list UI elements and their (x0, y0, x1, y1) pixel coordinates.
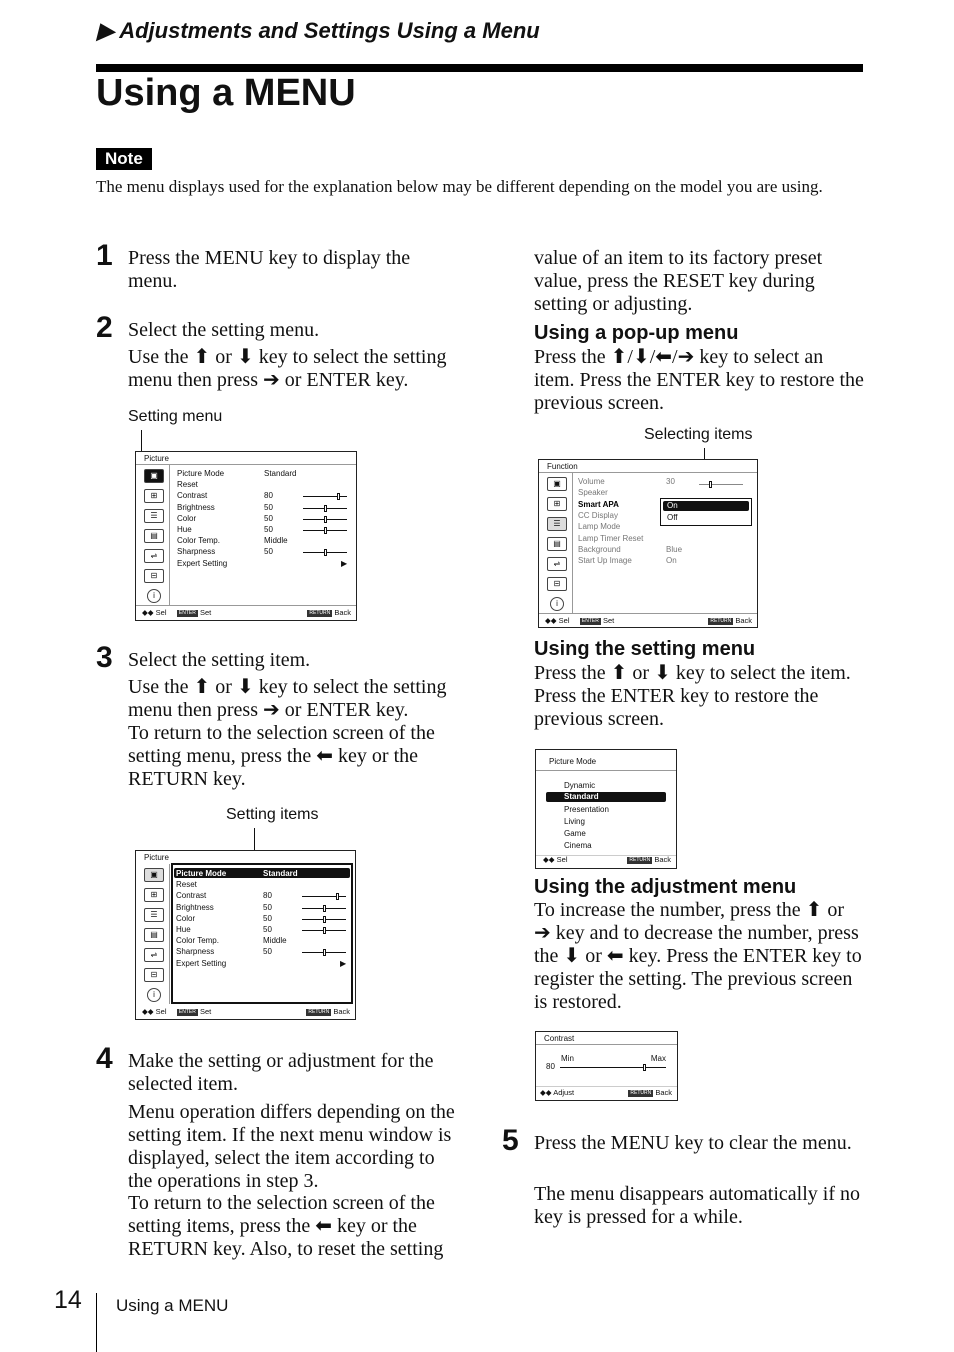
footer-back: Back (333, 1007, 350, 1016)
value-slider[interactable] (303, 552, 347, 553)
menu-item-value: Middle (263, 936, 287, 946)
enter-key-icon: ENTER (178, 609, 196, 616)
menu-icon-column (541, 473, 573, 613)
menu-item-label[interactable]: Smart APA (578, 499, 619, 509)
value-slider[interactable] (302, 919, 346, 920)
menu-item-label[interactable]: Lamp Mode (578, 522, 621, 532)
menu-item-label[interactable]: Color (176, 913, 196, 923)
slider-knob[interactable] (324, 527, 327, 534)
submenu-arrow-icon: ▶ (340, 958, 347, 968)
slider-knob[interactable] (324, 516, 327, 523)
menu-item-label[interactable]: Volume (578, 477, 605, 486)
menu-item-label[interactable]: Reset (177, 480, 198, 490)
popup-option[interactable]: Off (667, 513, 678, 522)
return-key-icon: RETURN (710, 617, 732, 624)
slider-knob[interactable] (323, 927, 326, 934)
menu-item-label[interactable]: Hue (176, 925, 191, 934)
enter-key-icon: ENTER (581, 617, 599, 624)
slider-knob[interactable] (324, 549, 327, 556)
menu-item-value: 50 (263, 947, 272, 957)
picture-menu-icon[interactable]: ▣ (144, 868, 164, 882)
menu-item-value: On (666, 556, 677, 566)
section-title: ▶ Adjustments and Settings Using a Menu (97, 18, 540, 43)
divider (536, 770, 676, 771)
screen-title: Picture (144, 454, 169, 463)
setting-menu-heading: Using the setting menu (534, 638, 756, 660)
return-key-icon: RETURN (309, 609, 331, 616)
divider (536, 1044, 677, 1045)
step-body: The menu disappears automatically if no key is pressed for a while. (534, 1183, 861, 1228)
info-menu-icon[interactable]: i (147, 589, 161, 603)
note-badge: Note (96, 148, 152, 170)
screen-menu-icon[interactable]: ⊞ (547, 497, 567, 511)
menu-icon-column (138, 465, 170, 605)
menu-item-value: 50 (263, 925, 272, 934)
footer-back: Back (655, 1088, 672, 1097)
footer-set: Set (602, 616, 615, 625)
menu-item-label[interactable]: Color Temp. (176, 936, 219, 946)
adjust-text: To increase the number, press the ⬆ or ➔ key and to decrease the number, press the ⬇ or ⬅ key. Press the ENTER key to register the setting. The previous screen is restored. (534, 899, 862, 1013)
menu-item-value: Middle (264, 536, 288, 546)
value-slider[interactable] (303, 530, 347, 531)
menu-icon-column (138, 864, 170, 1004)
step-body: To return to the selection screen of the setting items, press the ⬅ key or the RETURN key. Also, to reset the setting (128, 1192, 444, 1260)
menu-item-label[interactable]: Background (578, 544, 621, 554)
connection-menu-icon[interactable]: ⊟ (547, 577, 567, 591)
info-menu-icon[interactable]: i (550, 597, 564, 611)
installation-menu-icon[interactable]: ⇌ (144, 948, 164, 962)
step-number: 5 (502, 1124, 519, 1157)
installation-menu-icon[interactable]: ⇌ (547, 557, 567, 571)
screen-footer (142, 608, 211, 617)
screen-title: Function (547, 462, 578, 471)
picture-items-screen (135, 850, 356, 1020)
divider (536, 1086, 677, 1087)
value-slider[interactable] (303, 519, 347, 520)
menu-item-label[interactable]: CC Display (578, 510, 619, 520)
mode-option[interactable]: Standard (546, 792, 666, 802)
callout-selecting-items: Selecting items (644, 426, 753, 443)
footer-sel: Sel (155, 1007, 167, 1016)
contrast-slider[interactable] (560, 1067, 666, 1068)
slider-knob[interactable] (323, 916, 326, 923)
picture-menu-icon[interactable]: ▣ (547, 477, 567, 491)
picture-menu-screen (135, 451, 357, 621)
footer-adjust: Adjust (553, 1088, 575, 1097)
step-number: 4 (96, 1042, 113, 1075)
menu-item-label[interactable]: Speaker (578, 488, 608, 498)
continuation-text: value of an item to its factory preset value, press the RESET key during setting or adjusting. (534, 247, 823, 315)
adjust-heading: Using the adjustment menu (534, 876, 797, 898)
divider (539, 613, 757, 614)
step-number: 2 (96, 311, 113, 344)
menu-item-value: 50 (264, 547, 273, 557)
connection-menu-icon[interactable]: ⊟ (144, 968, 164, 982)
screen-title: Picture (144, 853, 169, 862)
menu-item-value: 50 (263, 902, 272, 912)
popup-text: Press the ⬆/⬇/⬅/➔ key to select an item. Press the ENTER key to restore the previous screen. (534, 346, 864, 414)
footer-set: Set (199, 608, 212, 617)
page-number: 14 (54, 1286, 82, 1314)
mode-option[interactable]: Dynamic (564, 781, 596, 790)
popup-option[interactable]: On (663, 501, 749, 511)
divider (136, 605, 356, 606)
menu-item-value: 80 (263, 891, 272, 901)
menu-item-label[interactable]: Contrast (177, 491, 208, 501)
popup-heading: Using a pop-up menu (534, 322, 739, 344)
menu-item-value: Standard (264, 469, 297, 478)
return-key-icon: RETURN (308, 1008, 330, 1015)
slider-knob[interactable] (336, 893, 339, 900)
menu-item-label[interactable]: Color Temp. (177, 536, 220, 546)
menu-item-label[interactable]: Sharpness (177, 547, 216, 557)
step-title: Make the setting or adjustment for the selected item. (128, 1050, 434, 1095)
step-number: 3 (96, 641, 113, 674)
footer-back: Back (654, 855, 671, 864)
return-key-icon: RETURN (630, 1089, 652, 1096)
step-title: Press the MENU key to clear the menu. (534, 1132, 852, 1154)
screen-footer (543, 855, 567, 864)
up-down-icon: ◆◆ (543, 855, 555, 864)
step-body: Use the ⬆ or ⬇ key to select the setting menu then press ➔ or ENTER key. (128, 676, 447, 721)
setup-menu-icon[interactable]: ☰ (547, 517, 567, 531)
up-down-icon: ◆◆ (545, 616, 557, 625)
setting-menu-text: Press the ⬆ or ⬇ key to select the item. Press the ENTER key to restore the previous screen. (534, 662, 851, 730)
callout-setting-menu: Setting menu (128, 408, 223, 425)
footer-set: Set (199, 1007, 212, 1016)
screen-title: Contrast (544, 1034, 575, 1043)
picture-mode-screen (535, 749, 677, 869)
screen-footer-right (708, 616, 752, 625)
max-label: Max (650, 1054, 666, 1063)
installation-menu-icon[interactable]: ⇌ (144, 549, 164, 563)
return-key-icon: RETURN (629, 856, 651, 863)
title-rule (96, 64, 863, 72)
screen-footer (540, 1088, 574, 1097)
mode-option[interactable]: Cinema (564, 841, 592, 850)
up-down-icon: ◆◆ (142, 1007, 154, 1016)
setup-menu-icon[interactable]: ☰ (144, 908, 164, 922)
screen-footer-right (307, 608, 351, 617)
menu-item-value: 50 (264, 513, 273, 523)
screen-footer (142, 1007, 211, 1016)
step-title: Press the MENU key to display the menu. (128, 247, 411, 292)
popup-box (660, 498, 752, 526)
contrast-screen (535, 1031, 678, 1101)
connection-menu-icon[interactable]: ⊟ (144, 569, 164, 583)
function-menu-screen (538, 459, 758, 628)
value-slider[interactable] (302, 896, 346, 897)
menu-item-value: Standard (263, 869, 298, 878)
menu-item-label[interactable]: Picture Mode (176, 869, 227, 878)
menu-item-value: Blue (666, 544, 683, 554)
note-text: The menu displays used for the explanation below may be different depending on the model you are using. (96, 177, 823, 196)
function-menu-icon[interactable]: ▤ (144, 928, 164, 942)
footer-sel: Sel (155, 608, 167, 617)
page-title: Using a MENU (96, 72, 356, 114)
menu-item-label[interactable]: Brightness (177, 502, 215, 512)
value-slider[interactable] (302, 908, 346, 909)
screen-menu-icon[interactable]: ⊞ (144, 888, 164, 902)
contrast-value: 80 (546, 1062, 555, 1071)
footer-back: Back (334, 608, 351, 617)
value-slider[interactable] (303, 496, 347, 497)
menu-item-value: 50 (263, 913, 272, 923)
footer-rule (96, 1293, 97, 1352)
function-menu-icon[interactable]: ▤ (144, 529, 164, 543)
screen-footer-right (306, 1007, 350, 1016)
setup-menu-icon[interactable]: ☰ (144, 509, 164, 523)
step-body: Use the ⬆ or ⬇ key to select the setting menu then press ➔ or ENTER key. (128, 346, 447, 391)
submenu-arrow-icon: ▶ (341, 558, 348, 568)
volume-slider[interactable] (699, 484, 743, 485)
menu-item-label[interactable]: Start Up Image (578, 556, 632, 566)
mode-option[interactable]: Living (564, 817, 585, 826)
step-number: 1 (96, 239, 113, 272)
slider-knob[interactable] (337, 493, 340, 500)
menu-item-label[interactable]: Expert Setting (176, 958, 227, 968)
menu-item-label[interactable]: Contrast (176, 891, 207, 901)
menu-item-value: 30 (666, 477, 675, 486)
step-title: Select the setting menu. (128, 319, 320, 341)
menu-item-value: 50 (264, 525, 273, 534)
mode-option[interactable]: Presentation (564, 805, 609, 814)
enter-key-icon: ENTER (178, 1008, 196, 1015)
picture-menu-icon[interactable]: ▣ (144, 469, 164, 483)
menu-item-label[interactable]: Sharpness (176, 947, 215, 957)
mode-option[interactable]: Game (564, 829, 586, 838)
min-label: Min (561, 1054, 574, 1063)
left-right-icon: ◆◆ (540, 1088, 552, 1097)
menu-item-value: 50 (264, 502, 273, 512)
up-down-icon: ◆◆ (142, 608, 154, 617)
info-menu-icon[interactable]: i (147, 988, 161, 1002)
value-slider[interactable] (302, 952, 346, 953)
menu-item-value: 80 (264, 491, 273, 501)
footer-back: Back (735, 616, 752, 625)
screen-title: Picture Mode (549, 757, 597, 766)
slider-knob[interactable] (324, 505, 327, 512)
menu-item-label[interactable]: Expert Setting (177, 558, 228, 568)
menu-item-label[interactable]: Brightness (176, 902, 214, 912)
callout-setting-items: Setting items (226, 806, 319, 823)
footer-sel: Sel (556, 855, 568, 864)
menu-item-label[interactable]: Lamp Timer Reset (578, 533, 644, 543)
slider-knob[interactable] (323, 949, 326, 956)
screen-footer-right (628, 1088, 672, 1097)
screen-footer (545, 616, 614, 625)
menu-item-label[interactable]: Color (177, 513, 197, 523)
screen-menu-icon[interactable]: ⊞ (144, 489, 164, 503)
menu-item-label[interactable]: Reset (176, 880, 197, 890)
screen-footer-right (627, 855, 671, 864)
value-slider[interactable] (302, 930, 346, 931)
menu-item-label[interactable]: Hue (177, 525, 192, 534)
menu-item-label[interactable]: Picture Mode (177, 469, 225, 478)
footer-sel: Sel (558, 616, 570, 625)
function-menu-icon[interactable]: ▤ (547, 537, 567, 551)
value-slider[interactable] (303, 508, 347, 509)
step-title: Select the setting item. (128, 649, 311, 671)
slider-knob[interactable] (323, 905, 326, 912)
items-focus-frame (171, 863, 353, 1004)
step-body: Menu operation differs depending on the setting item. If the next menu window is displayed, select the item according to the operations in step 3. (128, 1101, 455, 1192)
footer-label: Using a MENU (116, 1296, 229, 1315)
step-body: To return to the selection screen of the setting menu, press the ⬅ key or the RETURN key. (128, 722, 435, 790)
